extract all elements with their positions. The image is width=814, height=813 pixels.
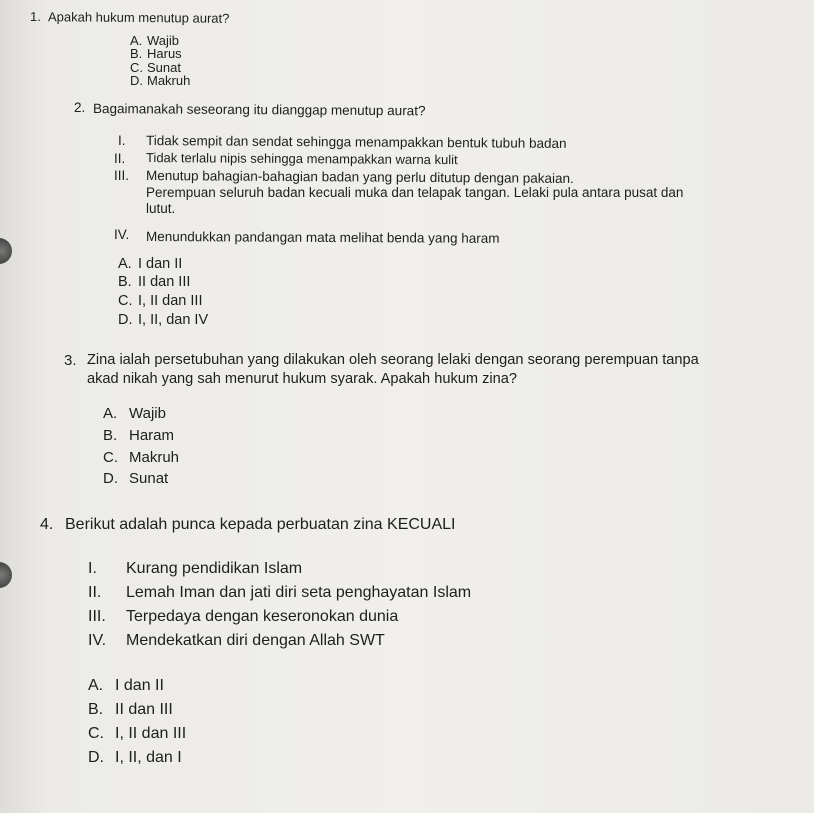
statement-text: Terpedaya dengan keseronokan dunia: [126, 608, 399, 625]
option-text: Wajib: [147, 33, 180, 48]
statement-text: Perempuan seluruh badan kecuali muka dan telapak tangan. Lelaki pula antara pusat dan: [146, 185, 684, 200]
binder-hole: [0, 238, 12, 264]
statement-text: lutut.: [146, 201, 176, 216]
statement-roman: I.: [88, 560, 97, 577]
option-letter: B.: [88, 701, 104, 718]
option-text: I dan II: [115, 677, 164, 694]
question-number: 4.: [40, 516, 54, 533]
statement-text: Lemah Iman dan jati diri seta penghayatan Islam: [126, 584, 472, 601]
question-text: Apakah hukum menutup aurat?: [47, 9, 230, 26]
statement-text: Tidak terlalu nipis sehingga menampakkan warna kulit: [145, 150, 458, 168]
statement-roman: II.: [88, 584, 102, 601]
statement-text: Mendekatkan diri dengan Allah SWT: [126, 632, 385, 649]
option-text: I, II, dan I: [115, 749, 182, 766]
question-number: 1.: [29, 8, 41, 25]
statement-text: Kurang pendidikan Islam: [126, 560, 303, 577]
option-text: Sunat: [129, 470, 169, 487]
statement-roman: III.: [88, 608, 106, 625]
statement-text: Tidak sempit dan sendat sehingga menampakkan bentuk tubuh badan: [145, 133, 567, 151]
question-text: Berikut adalah punca kepada perbuatan zina KECUALI: [65, 516, 456, 533]
statement-text: Menutup bahagian-bahagian badan yang perlu ditutup dengan pakaian.: [145, 168, 574, 186]
statement-text: Menundukkan pandangan mata melihat benda yang haram: [145, 229, 500, 246]
option-text: Harus: [147, 46, 182, 61]
option-letter: D.: [103, 470, 118, 487]
option-text: Wajib: [129, 405, 166, 422]
question-text: Bagaimanakah seseorang itu dianggap menutup aurat?: [92, 101, 426, 119]
option-text: II dan III: [115, 701, 173, 718]
option-letter: C.: [103, 449, 118, 466]
question-number: 3.: [64, 352, 77, 369]
option-text: II dan III: [138, 274, 191, 290]
binder-hole: [0, 562, 12, 588]
option-letter: C.: [130, 60, 143, 75]
statement-roman: I.: [118, 133, 126, 148]
option-letter: D.: [130, 73, 143, 88]
option-letter: D.: [118, 312, 133, 328]
option-text: Sunat: [147, 60, 181, 75]
option-letter: A.: [118, 256, 132, 272]
statement-roman: III.: [114, 168, 130, 183]
statement-roman: IV.: [88, 632, 107, 649]
question-text: Zina ialah persetubuhan yang dilakukan oleh seorang lelaki dengan seorang perempuan tanpa: [87, 352, 699, 368]
option-letter: C.: [88, 725, 104, 742]
option-letter: B.: [130, 46, 143, 61]
option-letter: A.: [103, 405, 118, 422]
option-letter: B.: [118, 274, 132, 290]
option-letter: A.: [130, 33, 143, 48]
statement-roman: II.: [114, 151, 126, 166]
option-text: I, II dan III: [138, 293, 203, 309]
question-number: 2.: [74, 100, 86, 115]
option-letter: C.: [118, 293, 133, 309]
option-letter: D.: [88, 749, 104, 766]
statement-roman: IV.: [114, 227, 130, 242]
option-letter: A.: [88, 677, 104, 694]
question-text: akad nikah yang sah menurut hukum syarak. Apakah hukum zina?: [87, 371, 517, 387]
option-text: I, II dan III: [115, 725, 187, 742]
option-text: I, II, dan IV: [138, 312, 209, 328]
option-text: I dan II: [138, 256, 183, 272]
option-text: Haram: [129, 427, 175, 444]
option-text: Makruh: [129, 449, 180, 466]
option-letter: B.: [103, 427, 118, 444]
option-text: Makruh: [147, 73, 191, 88]
